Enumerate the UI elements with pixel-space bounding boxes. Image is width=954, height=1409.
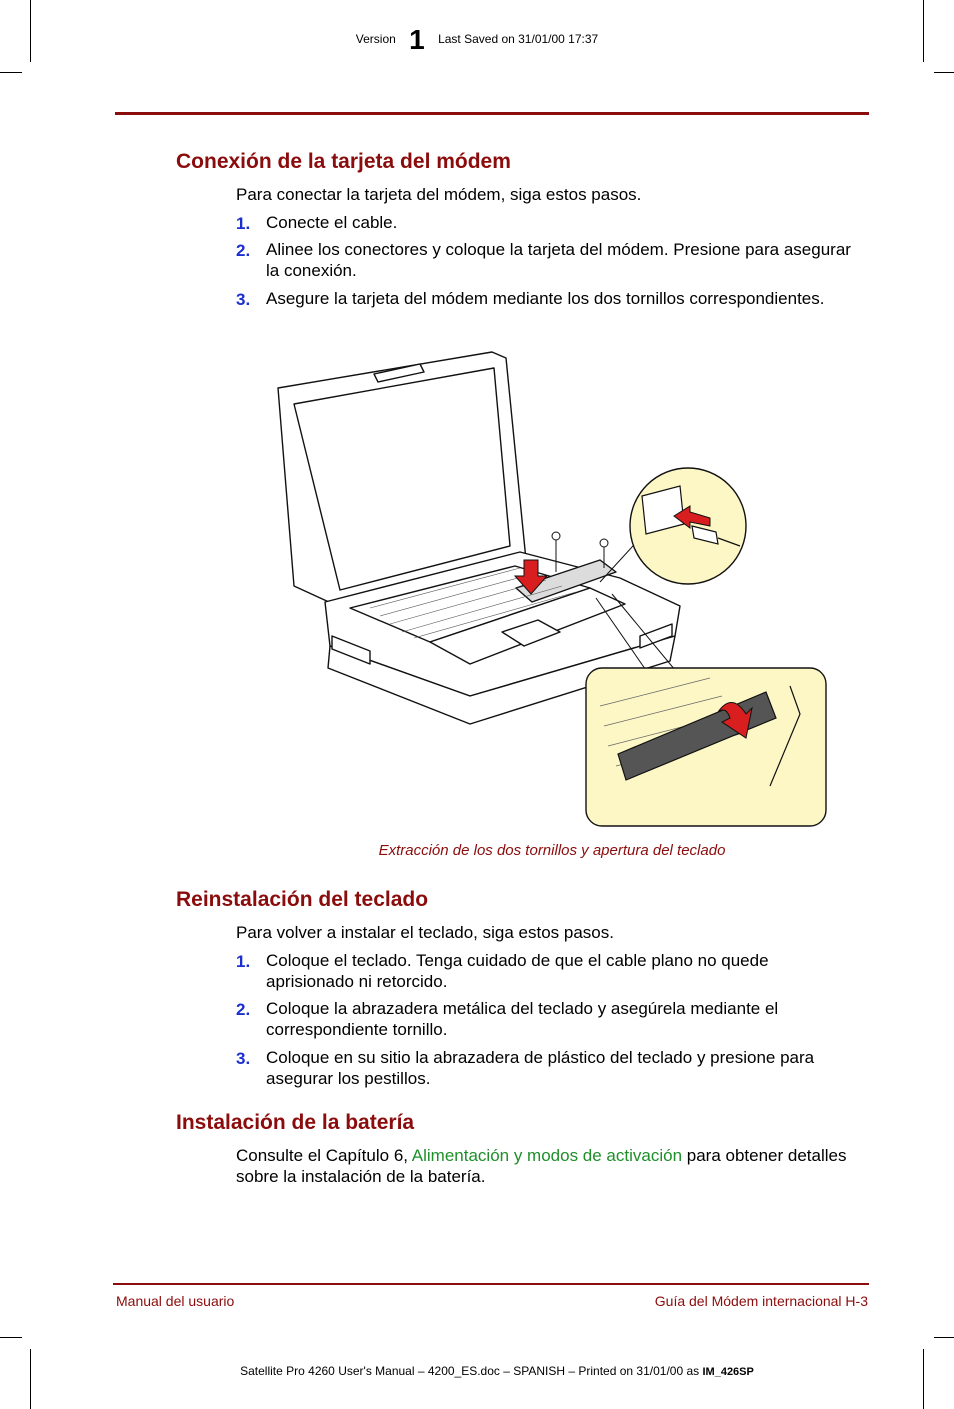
step-text: Coloque el teclado. Tenga cuidado de que el cable plano no quede aprisionado ni retorcido. (266, 951, 769, 991)
section1-intro: Para conectar la tarjeta del módem, siga estos pasos. (236, 185, 642, 204)
print-info (0, 1364, 954, 1378)
section-title-modem: Conexión de la tarjeta del módem (176, 150, 511, 173)
step-number: 3. (236, 290, 251, 309)
chapter-link[interactable]: Alimentación y modos de activación (411, 1146, 683, 1165)
battery-text-before: Consulte el Capítulo 6, (236, 1146, 412, 1165)
battery-text-after: para obtener detalles sobre la instalación de la batería. (236, 1146, 847, 1186)
footer-right: Guía del Módem internacional H-3 (654, 1293, 868, 1309)
version-header (0, 24, 954, 56)
last-saved: Last Saved on 31/01/00 17:37 (438, 32, 599, 46)
bottom-rule (113, 1283, 869, 1285)
print-text: Satellite Pro 4260 User's Manual – 4200_ES.doc – SPANISH – Printed on 31/01/00 as (240, 1364, 703, 1378)
figure-caption: Extracción de los dos tornillos y apertura del teclado (378, 842, 726, 859)
print-code: IM_426SP (702, 1366, 754, 1378)
step-number: 2. (236, 1000, 251, 1019)
step-number: 3. (236, 1049, 251, 1068)
version-label: Version (355, 32, 396, 46)
step-text: Coloque en su sitio la abrazadera de plástico del teclado y presione para asegurar los pestillos. (266, 1048, 815, 1088)
step-number: 1. (236, 214, 251, 233)
crop-mark (934, 1337, 954, 1338)
step-number: 2. (236, 241, 251, 260)
step-text: Coloque la abrazadera metálica del teclado y asegúrela mediante el correspondiente tornillo. (266, 999, 779, 1039)
crop-mark (0, 72, 22, 73)
crop-mark (30, 1349, 31, 1409)
screw-icon (600, 539, 608, 547)
section2-intro: Para volver a instalar el teclado, siga estos pasos. (236, 923, 614, 942)
section3-text (236, 1145, 856, 1187)
crop-mark (0, 1337, 22, 1338)
step-text: Asegure la tarjeta del módem mediante los dos tornillos correspondientes. (266, 289, 825, 308)
step-text: Conecte el cable. (266, 213, 398, 232)
top-rule (115, 112, 869, 115)
screw-icon (552, 532, 560, 540)
version-number: 1 (409, 24, 425, 55)
section-title-battery: Instalación de la batería (176, 1111, 415, 1134)
section-title-keyboard: Reinstalación del teclado (176, 888, 429, 911)
footer-left: Manual del usuario (116, 1293, 235, 1309)
laptop-illustration (270, 346, 830, 830)
step-number: 1. (236, 952, 251, 971)
crop-mark (934, 72, 954, 73)
step-text: Alinee los conectores y coloque la tarjeta del módem. Presione para asegurar la conexión. (266, 240, 851, 280)
crop-mark (923, 1349, 924, 1409)
